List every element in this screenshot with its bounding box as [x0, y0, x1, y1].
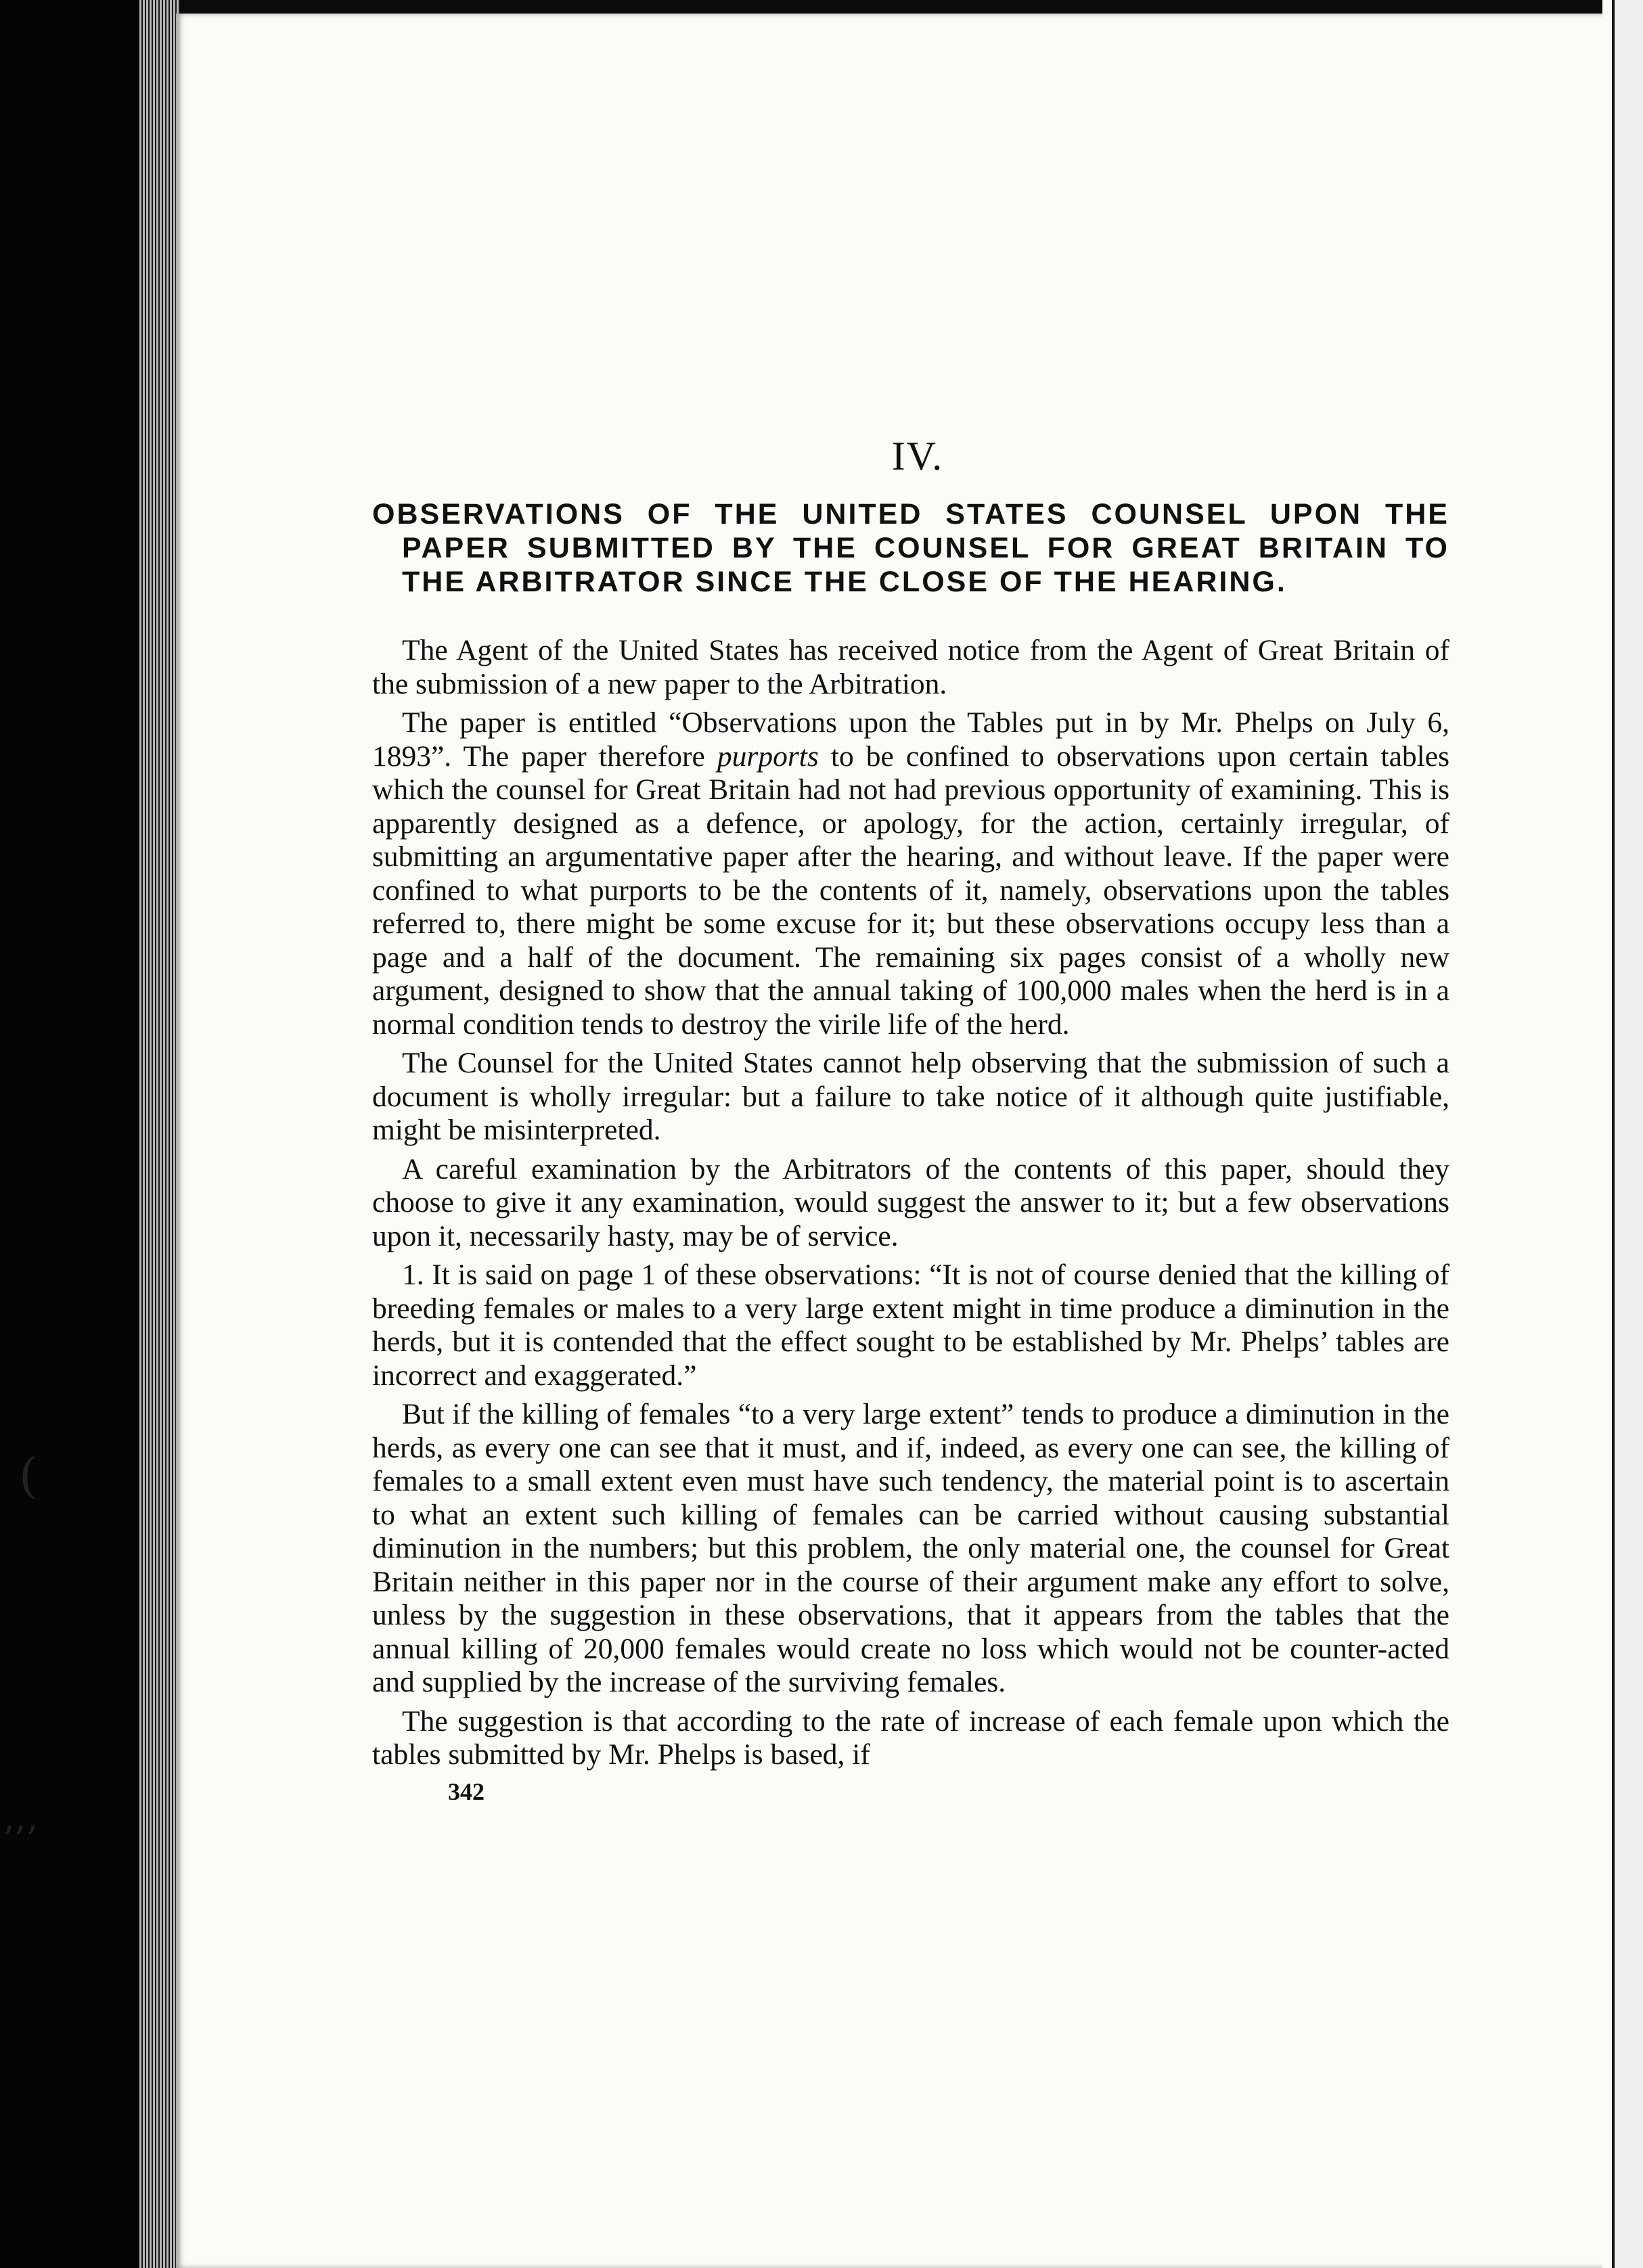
paragraph: 1. It is said on page 1 of these observations: “It is not of course denied that the killing of breeding females or males to a very large extent might in time produce a diminution in the herds, but it is contended that the effect sought to be established by Mr. Phelps’ tables are incorrect and exaggerated.” — [372, 1258, 1449, 1392]
book-page-edges — [139, 0, 180, 2268]
paragraph: But if the killing of females “to a very large extent” tends to produce a diminution in the herds, as every one can see that it must, and if, indeed, as every one can see, the killing of females to a small extent even must have such tendency, the material point is to ascertain to what an extent such killing of females can be carried without causing substantial diminution in the numbers; but this problem, the only material one, the counsel for Great Britain neither in this paper nor in the course of their argument make any effort to solve, unless by the suggestion in these observations, that it appears from the tables that the annual killing of 20,000 females would create no loss which would not be counter-acted and supplied by the increase of the surviving females. — [372, 1398, 1449, 1698]
paragraph: The Agent of the United States has received notice from the Agent of Great Britain of the submission of a new paper to the Arbitration. — [372, 634, 1449, 700]
paragraph: A careful examination by the Arbitrators of the contents of this paper, should they choose to give it any examination, would suggest the answer to it; but a few observations upon it, necessarily hasty, may be of service. — [372, 1152, 1449, 1252]
scan-right-edge — [1602, 0, 1643, 2268]
emphasized-word: purports — [717, 740, 819, 773]
paragraph — [372, 706, 1449, 1041]
page-number: 342 — [448, 1777, 485, 1805]
paragraph-text: The paper is entitled “Observations upon the Tables put in by Mr. Phelps on July 6, 1893”. — [372, 706, 1449, 773]
page-content — [372, 433, 1449, 1806]
margin-mark: ’’ʼ — [3, 1820, 37, 1861]
paragraph: The suggestion is that according to the rate of increase of each female upon which the tables submitted by Mr. Phelps is based, if — [372, 1704, 1449, 1771]
section-heading: OBSERVATIONS OF THE UNITED STATES COUNSEL UPON THE PAPER SUBMITTED BY THE COUNSEL FOR GREAT BRITAIN TO THE ARBITRATOR SINCE THE CLOSE OF THE HEARING. — [372, 498, 1449, 598]
paragraph-text: to be confined to observations upon certain tables which the counsel for Great Britain had not had previous opportunity of examining. This is apparently designed as a defence, or apology, for the action, certainly irregular, of submitting an argumentative paper after the hearing, and without leave. If the paper were confined to what purports to be the contents of it, namely, observations upon the tables referred to, there might be some excuse for it; but these observations occupy less than a page and a half of the document. The remaining six pages consist of a wholly new argument, designed to show that the annual taking of 100,000 males when the herd is in a normal condition tends to destroy the virile life of the herd. — [372, 740, 1450, 1041]
section-number: IV. — [891, 434, 944, 478]
scan-left-margin — [0, 0, 157, 2268]
paragraph-text: The paper therefore — [463, 740, 705, 773]
margin-mark: ( — [19, 1448, 38, 1503]
paragraph: The Counsel for the United States cannot help observing that the submission of such a document is wholly irregular: but a failure to take notice of it although quite justifiable, might be misinterpreted. — [372, 1047, 1449, 1146]
